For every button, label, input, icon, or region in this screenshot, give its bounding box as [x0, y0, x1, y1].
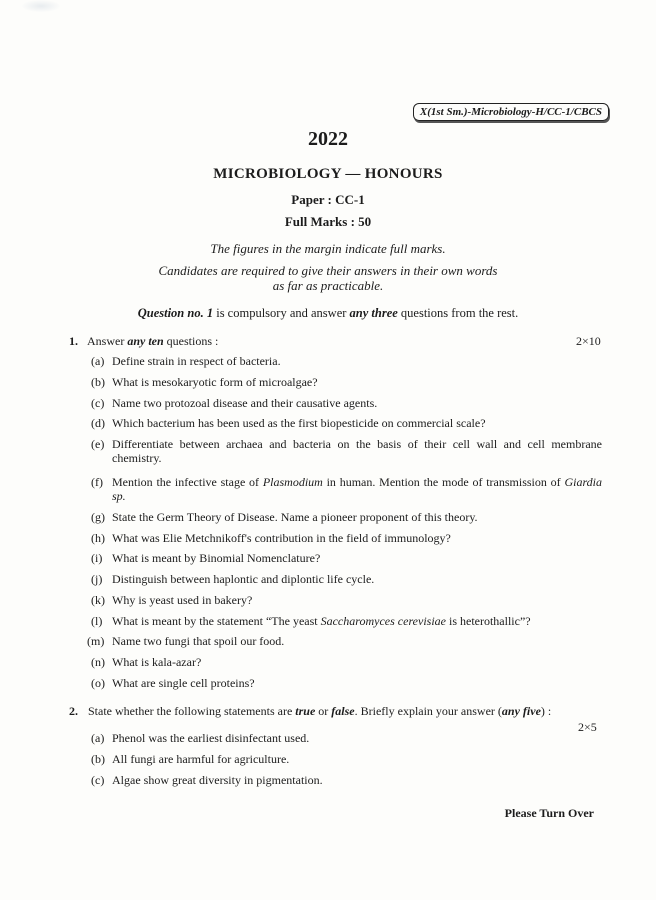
q1-pre: Answer — [87, 334, 128, 348]
q1-item-text: Name two protozoal disease and their causative agents. — [112, 396, 378, 410]
q1-item-label: (i) — [91, 551, 103, 565]
q1-item-c — [91, 396, 377, 411]
q1-item-o — [91, 676, 255, 691]
q2-marks: 2×5 — [578, 720, 597, 734]
q1-item-label: (k) — [91, 593, 105, 607]
q2-item-label: (a) — [91, 731, 105, 745]
q2-item-c — [91, 773, 323, 788]
q1-item-text: Define strain in respect of bacteria. — [112, 354, 281, 368]
q1-item-f-part1: Mention the infective stage of — [112, 475, 263, 489]
q1-item-text: Which bacterium has been used as the first biopesticide on commercial scale? — [112, 416, 486, 430]
q2-number: 2. — [69, 704, 78, 718]
subject-title: MICROBIOLOGY — HONOURS — [213, 166, 443, 182]
answer-rule — [0, 306, 656, 321]
rule-emph: any three — [349, 306, 398, 320]
q1-item-label: (l) — [91, 614, 103, 628]
q1-item-e-text: Differentiate between archaea and bacteria on the basis of their cell wall and cell membrane chemistry. — [112, 437, 602, 465]
paper-code: X(1st Sm.)-Microbiology-H/CC-1/CBCS — [413, 103, 609, 121]
q1-item-label: (n) — [91, 655, 105, 669]
q1-item-k — [91, 593, 252, 608]
q1-item-l-part1: What is meant by the statement “The yeast — [112, 614, 321, 628]
q1-item-i — [91, 551, 320, 566]
q1-item-text: What is kala-azar? — [112, 655, 202, 669]
q1-stem — [87, 334, 218, 349]
paper-name: Paper : CC-1 — [291, 192, 365, 207]
q2-item-text: All fungi are harmful for agriculture. — [112, 752, 290, 766]
q1-item-label: (a) — [91, 354, 105, 368]
exam-year: 2022 — [308, 128, 348, 150]
q1-item-label: (g) — [91, 510, 105, 524]
q1-number: 1. — [69, 334, 78, 348]
q1-item-text: Distinguish between haplontic and diplontic life cycle. — [112, 572, 375, 586]
q1-item-f-part2: in human. Mention the mode of transmission of — [322, 475, 565, 489]
q1-item-h — [91, 531, 451, 546]
q1-item-label: (o) — [91, 676, 105, 690]
q2-stem — [88, 704, 551, 719]
full-marks: Full Marks : 50 — [284, 214, 372, 229]
q2-part2: or — [315, 704, 332, 718]
q1-item-f-label: (f) — [91, 475, 103, 489]
q2-item-label: (b) — [91, 752, 105, 766]
rule-mid: is compulsory and answer — [213, 306, 350, 320]
q1-item-j — [91, 572, 374, 587]
q1-item-text: State the Germ Theory of Disease. Name a pioneer proponent of this theory. — [112, 510, 478, 524]
q1-post: questions : — [163, 334, 219, 348]
q1-item-text: What was Elie Metchnikoff's contribution in the field of immunology? — [112, 531, 451, 545]
instruction-line-3: as far as practicable. — [272, 278, 384, 293]
q1-item-text: Name two fungi that spoil our food. — [112, 634, 285, 648]
q1-item-l-part2: is heterothallic”? — [445, 614, 531, 628]
q1-item-f-organism2: Giardia sp. — [112, 475, 603, 503]
q1-item-d — [91, 416, 486, 431]
q1-item-text: What are single cell proteins? — [112, 676, 255, 690]
q1-item-g — [91, 510, 478, 525]
q1-item-m — [87, 634, 284, 649]
q1-item-text: Why is yeast used in bakery? — [112, 593, 253, 607]
instruction-line-1: The figures in the margin indicate full marks. — [210, 241, 446, 256]
rule-prefix: Question no. 1 — [137, 306, 214, 320]
q1-item-e-label: (e) — [91, 437, 105, 451]
q1-item-label: (h) — [91, 531, 105, 545]
page-footer: Please Turn Over — [504, 806, 594, 820]
q2-any-five: any five — [501, 704, 541, 718]
q1-item-a — [91, 354, 281, 369]
q1-item-label: (d) — [91, 416, 105, 430]
q1-item-b — [91, 375, 318, 390]
q1-item-f-organism1: Plasmodium — [262, 475, 323, 489]
q2-part3: . Briefly explain your answer ( — [354, 704, 502, 718]
q2-part1: State whether the following statements are — [88, 704, 296, 718]
q2-part4: ) : — [540, 704, 552, 718]
q2-false: false — [331, 704, 355, 718]
q1-item-label: (m) — [87, 634, 105, 648]
q2-item-label: (c) — [91, 773, 105, 787]
q1-item-n — [91, 655, 201, 670]
q1-marks: 2×10 — [576, 334, 601, 348]
q1-item-f-text — [112, 475, 602, 503]
q1-item-text: What is mesokaryotic form of microalgae? — [112, 375, 318, 389]
rule-suffix: questions from the rest. — [397, 306, 519, 320]
q1-item-label: (b) — [91, 375, 105, 389]
q1-item-label: (c) — [91, 396, 105, 410]
q1-item-l — [91, 614, 531, 629]
q1-item-text: What is meant by Binomial Nomenclature? — [112, 551, 321, 565]
q2-item-text: Phenol was the earliest disinfectant used. — [112, 731, 310, 745]
instruction-line-2: Candidates are required to give their answers in their own words — [158, 263, 498, 278]
q2-item-a — [91, 731, 309, 746]
q2-true: true — [295, 704, 316, 718]
q1-item-label: (j) — [91, 572, 103, 586]
q2-item-text: Algae show great diversity in pigmentation. — [112, 773, 323, 787]
q1-emph: any ten — [127, 334, 164, 348]
q2-item-b — [91, 752, 289, 767]
q1-item-l-organism: Saccharomyces cerevisiae — [320, 614, 446, 628]
scan-smudge — [22, 0, 60, 12]
